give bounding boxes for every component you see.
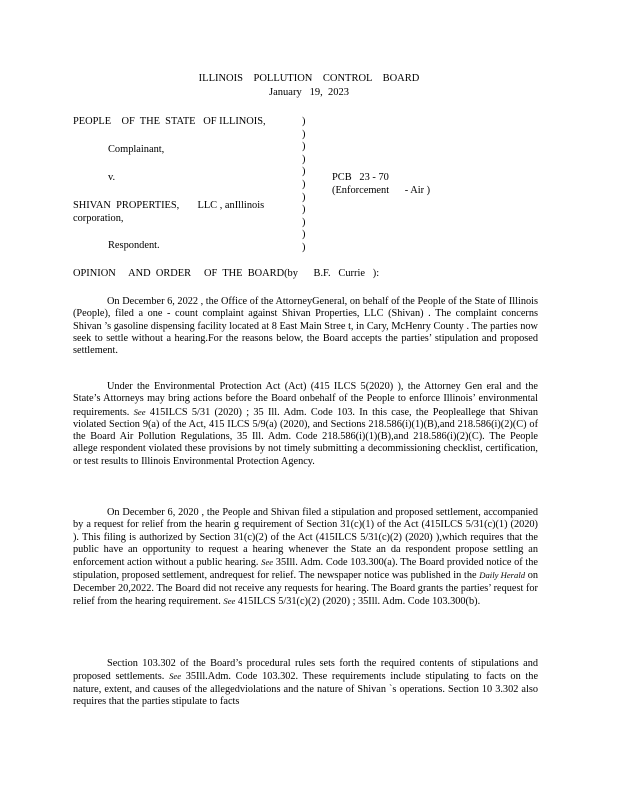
paragraph-4 — [73, 658, 538, 708]
paragraph-1-text: On December 6, 2022 , the Office of the AttorneyGeneral, on behalf of the People of the State of Illinois (People), filed a one - count complaint against Shivan Properties, LLC (Shivan) . The complaint concerns Shivan ’s gasoline dispensing facility located at 8 East Main Stree t, in Cary, McHenry County . The parties now seek to settle without a hearing.For the reasons below, the Board accepts the parties’ stipulation and proposed settlement. — [73, 296, 538, 357]
paragraph-4-see: See — [169, 671, 182, 682]
caption-paren: ) — [302, 141, 306, 153]
paragraph-2 — [73, 381, 538, 468]
board-title: ILLINOIS POLLUTION CONTROL BOARD — [198, 73, 420, 84]
caption-paren: ) — [302, 178, 306, 190]
paragraph-3-text-b: 35Ill. Adm. Code 103.300(a). The Board provided notice of the stipulation, proposed settlement, andrequest for relief. The newspaper notice was published in the — [73, 557, 538, 582]
respondent-name: SHIVAN PROPERTIES, LLC , anIllinois — [73, 200, 265, 211]
caption-paren: ) — [302, 241, 306, 253]
caption-paren: ) — [302, 166, 306, 178]
caption-paren: ) — [302, 128, 306, 140]
paragraph-4-text-a: Section 103.302 of the Board’s procedural rules sets forth the required contents of stipulations and proposed settlements. — [73, 658, 538, 683]
respondent-entity: corporation, — [73, 213, 124, 224]
paragraph-3-text-a: On December 6, 2020 , the People and Shivan filed a stipulation and proposed settlement, accompanied by a request for relief from the hearin g requirement of Section 31(c)(1) of the Act (415ILCS 5/31(c)(1) (2020) ). This filing is authorized by Section 31(c)(2) of the Act (415ILCS 5/31(c)(2) (2020) ),which requires that the public have an opportunity to request a hearing whenever the State an da respondent propose settling an enforcement action without a public hearing. — [73, 507, 538, 569]
paragraph-3-text-c: on December 20,2022. The Board did not receive any requests for hearing. The Board grants the parties’ request for relief from the hearing requirement. — [73, 570, 539, 608]
newspaper-name: Daily Herald — [479, 570, 526, 581]
respondent-label: Respondent. — [108, 240, 160, 251]
caption-paren: ) — [302, 191, 306, 203]
paragraph-4-text-b: 35Ill.Adm. Code 103.302. These requirements include stipulating to facts on the nature, extent, and causes of the allegedviolations and the nature of Shivan `s operations. Section 10 3.302 also requires that the parties stipulate to facts — [73, 671, 539, 707]
paragraph-3-text-d: 415ILCS 5/31(c)(2) (2020) ; 35Ill. Adm. Code 103.300(b). — [237, 596, 481, 608]
caption-paren: ) — [302, 153, 306, 165]
plaintiff-name: PEOPLE OF THE STATE OF ILLINOIS, — [73, 116, 266, 127]
paragraph-3-see-2: See — [223, 596, 236, 607]
paragraph-2-text-b: 415ILCS 5/31 (2020) ; 35 Ill. Adm. Code 103. In this case, the Peopleallege that Shivan violated Section 9(a) of the Act, 415 ILCS 5/9(a) (2020), and Sections 218.586(i)(1)(B),and 218.586(i)(2)(C) of the Board Air Pollution Regulations, 35 Ill. Adm. Code 218.586(i)(1)(B),and 218.586(i)(2)(C). The People allege respondent violated these provisions by not timely submitting a decommissioning checklist, certification, or test results to Illinois Environmental Protection Agency. — [73, 406, 538, 467]
case-type: (Enforcement - Air ) — [332, 185, 431, 196]
paragraph-3-see-1: See — [261, 557, 274, 568]
caption-paren: ) — [302, 216, 306, 228]
paragraph-2-see: See — [133, 406, 146, 417]
paragraph-2-text-a: Under the Environmental Protection Act (Act) (415 ILCS 5(2020) ), the Attorney Gen eral and the State’s Attorneys may bring actions before the Board onbehalf of the People to enforce Illinois’ environmental requirements. — [73, 381, 538, 418]
paragraph-1 — [73, 296, 538, 357]
caption-paren: ) — [302, 204, 306, 216]
complainant-label: Complainant, — [108, 144, 165, 155]
versus-label: v. — [108, 172, 116, 183]
caption-parentheses — [302, 116, 305, 255]
caption-paren: ) — [302, 116, 306, 127]
caption-paren: ) — [302, 229, 306, 241]
case-number: PCB 23 - 70 — [332, 172, 389, 183]
paragraph-3 — [73, 507, 538, 608]
document-date: January 19, 2023 — [269, 87, 349, 98]
opinion-heading: OPINION AND ORDER OF THE BOARD(by B.F. Currie ): — [73, 268, 380, 279]
